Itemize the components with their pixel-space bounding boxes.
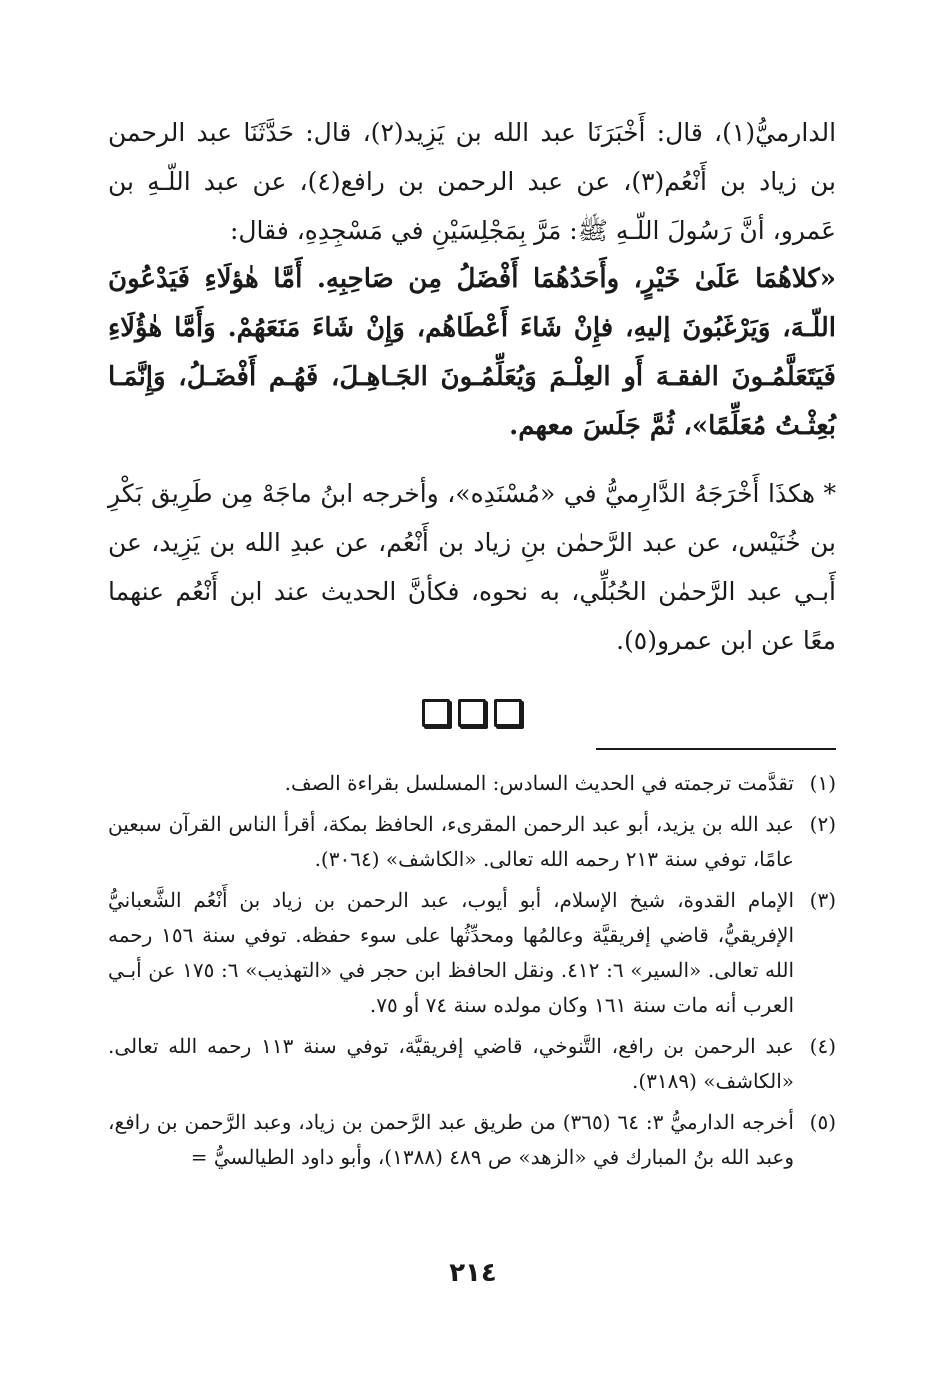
footnote-text: تقدَّمت ترجمته في الحديث السادس: المسلسل بقراءة الصف.	[284, 771, 794, 795]
footnote-number: (١)	[809, 771, 836, 795]
footnote-number: (٢)	[809, 812, 836, 836]
takhrij-paragraph: * هكذَا أَخْرَجَهُ الدَّارِميُّ في «مُسْنَدِه»، وأخرجه ابنُ ماجَهْ مِن طَرِيق بَكْرِ بن خُنَيْس، عن عبد الرَّحمٰن بنِ زياد بن أَنْعُم، عن عبدِ الله بن يَزِيد، عن أَبـي عبد الرَّحمٰن الحُبُلِّي، به نحوه، فكأنَّ الحديث عند ابن أَنْعُم عنهما معًا عن ابن عمرو(٥).	[108, 479, 836, 655]
footnote-text: أخرجه الدارميُّ ٣: ٦٤ (٣٦٥) من طريق عبد الرَّحمن بن زياد، وعبد الرَّحمن بن رافع، وعبد الله بنُ المبارك في «الزهد» ص ٤٨٩ (١٣٨٨)، وأبو داود الطيالسيُّ =	[108, 1110, 794, 1169]
footnote-text: الإمام القدوة، شيخ الإسلام، أبو أيوب، عبد الرحمن بن زياد بن أَنْعُم الشَّعبانيُّ الإفريقيُّ، قاضي إفريقيَّة وعالمُها ومحدِّثُها على سوء حفظه. توفي سنة ١٥٦ رحمه الله تعالى. «السير» ٦: ٤١٢. ونقل الحافظ ابن حجر في «التهذيب» ٦: ١٧٥ عن أبـي العرب أنه مات سنة ١٦١ وكان مولده سنة ٧٤ أو ٧٥.	[108, 888, 795, 1017]
footnote-divider	[596, 748, 836, 750]
page-number: ٢١٤	[449, 1258, 497, 1288]
footnote	[108, 807, 836, 877]
footnotes	[108, 766, 836, 1181]
isnad-paragraph: الدارميُّ(١)، قال: أَخْبَرَنَا عبد الله بن يَزِيد(٢)، قال: حَدَّثَنَا عبد الرحمن بن زياد بن أَنْعُم(٣)، عن عبد الرحمن بن رافع(٤)، عن عبد اللّـهِ بن عَمرو، أنَّ رَسُولَ اللّـهِ ﷺ: مَرَّ بِمَجْلِسَيْنِ في مَسْجِدِهِ، فقال:	[108, 118, 837, 245]
hadith-text: «كلاهُمَا عَلَىٰ خَيْرٍ، وأَحَدُهُمَا أَفْضَلُ مِن صَاحِبِهِ. أَمَّا هٰؤلَاءِ فَيَدْعُونَ اللّـهَ، وَيَرْغَبُونَ إليهِ، فإِنْ شَاءَ أَعْطَاهُم، وَإِنْ شَاءَ مَنَعَهُمْ. وَأَمَّا هٰؤُلَاءِ فَيَتَعَلَّمُـونَ الفقـهَ أَو العِلْـمَ وَيُعَلِّمُـونَ الجَـاهِـلَ، فَهُـم أَفْضَـلُ، وَإِنَّمَـا بُعِثْـتُ مُعَلِّمًا»، ثُمَّ جَلَسَ معهم.	[108, 264, 836, 441]
footnote-text: عبد الله بن يزيد، أبو عبد الرحمن المقرىء، الحافظ بمكة، أقرأ الناس القرآن سبعين عامًا، توفي سنة ٢١٣ رحمه الله تعالى. «الكاشف» (٣٠٦٤).	[108, 812, 794, 871]
square-ornament-icon	[458, 699, 486, 727]
footnote	[108, 1105, 836, 1175]
footnote	[108, 883, 836, 1023]
square-ornament-icon	[422, 699, 450, 727]
footnote	[108, 1029, 836, 1099]
square-ornament-icon	[494, 699, 522, 727]
footnote-number: (٥)	[809, 1110, 836, 1134]
footnote-text: عبد الرحمن بن رافع، التَّنوخي، قاضي إفريقيَّة، توفي سنة ١١٣ رحمه الله تعالى. «الكاشف» (٣١٨٩).	[108, 1034, 794, 1093]
footnote-number: (٤)	[809, 1034, 836, 1058]
footnote-number: (٣)	[809, 888, 836, 912]
footnote	[108, 766, 836, 801]
page-body	[108, 108, 837, 1169]
section-separator	[108, 699, 836, 733]
